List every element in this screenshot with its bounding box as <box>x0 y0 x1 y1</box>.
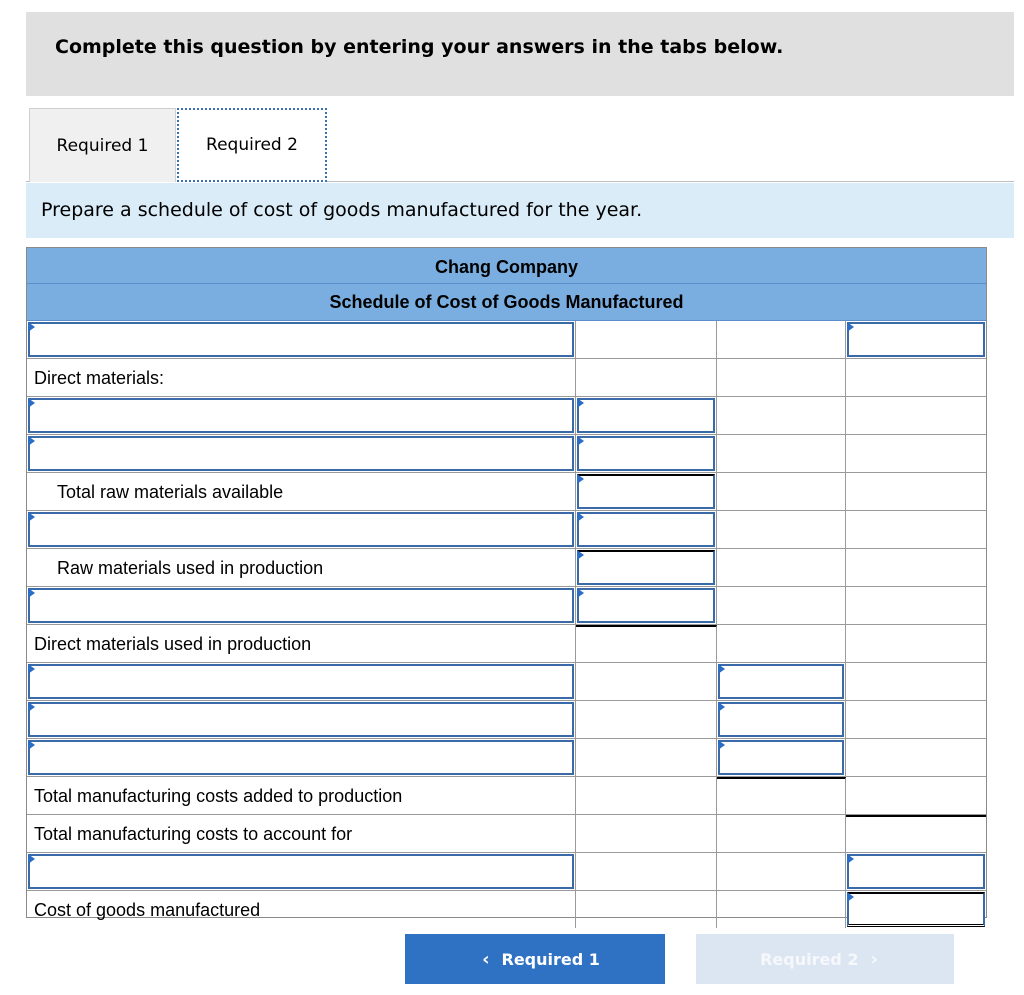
next-required-2-button[interactable] <box>696 934 954 984</box>
label-cell <box>27 853 576 890</box>
table-row <box>27 739 986 777</box>
tab-required-1-label: Required 1 <box>56 135 149 156</box>
amount-cell <box>576 397 717 434</box>
table-row <box>27 891 986 928</box>
direct-materials-label: Direct materials: <box>34 368 165 388</box>
amount-cell <box>846 663 986 700</box>
banner-text: Complete this question by entering your answers in the tabs below. <box>55 36 784 58</box>
raw-materials-used-label: Raw materials used in production <box>57 558 324 578</box>
table-row <box>27 663 986 701</box>
prev-required-1-button[interactable] <box>405 934 665 984</box>
amount-cell <box>576 739 717 776</box>
prev-button-label: Required 1 <box>501 949 600 969</box>
table-row <box>27 701 986 739</box>
period-amount-input[interactable] <box>847 322 985 357</box>
table-row <box>27 815 986 853</box>
table-row <box>27 625 986 663</box>
label-cell <box>27 625 576 662</box>
amount-cell <box>846 435 986 472</box>
line-label-field[interactable] <box>30 514 572 545</box>
schedule-title: Schedule of Cost of Goods Manufactured <box>27 284 986 321</box>
table-row <box>27 473 986 511</box>
label-cell <box>27 663 576 700</box>
line-label-field[interactable] <box>30 400 572 431</box>
table-row <box>27 777 986 815</box>
amount-cell <box>717 625 846 662</box>
label-cell <box>27 397 576 434</box>
label-cell <box>27 359 576 396</box>
table-row <box>27 587 986 625</box>
line-label-input[interactable] <box>28 740 574 775</box>
tab-required-1[interactable] <box>29 108 176 182</box>
line-amount-input[interactable] <box>577 588 715 623</box>
company-name: Chang Company <box>27 248 986 284</box>
amount-cell <box>717 397 846 434</box>
label-cell <box>27 435 576 472</box>
table-row <box>27 397 986 435</box>
amount-cell <box>717 701 846 738</box>
line-label-field[interactable] <box>30 590 572 621</box>
cogm-amount-input[interactable] <box>847 892 985 927</box>
amount-cell <box>576 587 717 624</box>
label-cell <box>27 587 576 624</box>
amount-cell <box>846 359 986 396</box>
amount-cell <box>717 815 846 852</box>
amount-cell <box>846 549 986 586</box>
label-cell <box>27 549 576 586</box>
cogm-label: Cost of goods manufactured <box>34 900 261 920</box>
amount-cell <box>576 321 717 358</box>
amount-cell <box>717 891 846 928</box>
line-amount-field[interactable] <box>720 666 842 697</box>
amount-cell <box>576 701 717 738</box>
total-raw-materials-field[interactable] <box>579 476 713 507</box>
label-cell <box>27 777 576 814</box>
line-amount-field[interactable] <box>579 590 713 621</box>
amount-cell <box>717 777 846 814</box>
amount-cell <box>846 625 986 662</box>
amount-cell <box>846 473 986 510</box>
amount-cell <box>576 359 717 396</box>
amount-cell <box>576 891 717 928</box>
table-row <box>27 853 986 891</box>
table-row <box>27 549 986 587</box>
line-amount-input[interactable] <box>577 398 715 433</box>
label-cell <box>27 511 576 548</box>
amount-cell <box>717 549 846 586</box>
amount-cell <box>576 815 717 852</box>
amount-cell <box>717 739 846 776</box>
amount-cell <box>717 435 846 472</box>
total-costs-added-label: Total manufacturing costs added to production <box>34 786 403 806</box>
line-amount-field[interactable] <box>720 704 842 735</box>
line-label-field[interactable] <box>30 704 572 735</box>
table-row <box>27 435 986 473</box>
label-cell <box>27 473 576 510</box>
amount-cell <box>846 511 986 548</box>
line-label-input[interactable] <box>28 664 574 699</box>
chevron-left-icon: ‹ <box>482 948 490 970</box>
amount-cell <box>846 321 986 358</box>
amount-cell <box>846 891 986 928</box>
amount-cell <box>576 853 717 890</box>
amount-cell <box>846 397 986 434</box>
amount-cell <box>717 663 846 700</box>
amount-cell <box>846 815 986 852</box>
tab-required-2[interactable] <box>177 108 327 182</box>
raw-materials-used-input[interactable] <box>577 550 715 585</box>
amount-cell <box>576 473 717 510</box>
raw-materials-used-field[interactable] <box>579 552 713 583</box>
amount-cell <box>717 587 846 624</box>
line-amount-input[interactable] <box>718 740 844 775</box>
amount-cell <box>576 777 717 814</box>
total-raw-materials-label: Total raw materials available <box>57 482 284 502</box>
table-row <box>27 359 986 397</box>
table-row <box>27 321 986 359</box>
amount-cell <box>717 321 846 358</box>
line-label-field[interactable] <box>30 438 572 469</box>
table-row <box>27 511 986 549</box>
total-costs-account-label: Total manufacturing costs to account for <box>34 824 353 844</box>
instructions-banner <box>26 12 1014 96</box>
tab-divider <box>327 181 1014 182</box>
next-button-label: Required 2 <box>760 949 859 969</box>
line-label-field[interactable] <box>30 666 572 697</box>
line-amount-field[interactable] <box>579 438 713 469</box>
instruction-text: Prepare a schedule of cost of goods manufactured for the year. <box>41 199 643 221</box>
line-amount-field[interactable] <box>720 742 842 773</box>
label-cell <box>27 701 576 738</box>
line-amount-field[interactable] <box>579 400 713 431</box>
line-label-input[interactable] <box>28 588 574 623</box>
amount-cell <box>846 739 986 776</box>
label-cell <box>27 739 576 776</box>
period-label-field[interactable] <box>30 324 572 355</box>
line-label-field[interactable] <box>30 742 572 773</box>
cogm-amount-field[interactable] <box>849 894 983 924</box>
amount-cell <box>576 625 717 662</box>
label-cell <box>27 815 576 852</box>
line-amount-field[interactable] <box>579 514 713 545</box>
line-label-input[interactable] <box>28 436 574 471</box>
label-cell <box>27 321 576 358</box>
line-label-field[interactable] <box>30 856 572 887</box>
line-label-input[interactable] <box>28 702 574 737</box>
tab-required-2-label: Required 2 <box>206 135 298 155</box>
tab-divider-left <box>26 181 29 182</box>
amount-cell <box>576 663 717 700</box>
line-label-input[interactable] <box>28 398 574 433</box>
line-label-input[interactable] <box>28 512 574 547</box>
line-amount-input[interactable] <box>718 702 844 737</box>
chevron-right-icon: › <box>870 948 878 970</box>
period-label-input[interactable] <box>28 322 574 357</box>
line-amount-input[interactable] <box>847 854 985 889</box>
amount-cell <box>717 473 846 510</box>
amount-cell <box>846 853 986 890</box>
line-amount-input[interactable] <box>577 436 715 471</box>
line-amount-input[interactable] <box>577 512 715 547</box>
amount-cell <box>576 511 717 548</box>
amount-cell <box>846 587 986 624</box>
line-amount-field[interactable] <box>849 856 983 887</box>
amount-cell <box>576 549 717 586</box>
amount-cell <box>846 777 986 814</box>
amount-cell <box>717 359 846 396</box>
amount-cell <box>846 701 986 738</box>
line-label-input[interactable] <box>28 854 574 889</box>
amount-cell <box>717 853 846 890</box>
period-amount-field[interactable] <box>849 324 983 355</box>
schedule-worksheet <box>26 247 987 918</box>
total-raw-materials-input[interactable] <box>577 474 715 509</box>
instruction-bar <box>26 183 1014 238</box>
amount-cell <box>717 511 846 548</box>
direct-materials-used-label: Direct materials used in production <box>34 634 312 654</box>
line-amount-input[interactable] <box>718 664 844 699</box>
schedule-grid <box>27 321 986 928</box>
amount-cell <box>576 435 717 472</box>
label-cell <box>27 891 576 928</box>
